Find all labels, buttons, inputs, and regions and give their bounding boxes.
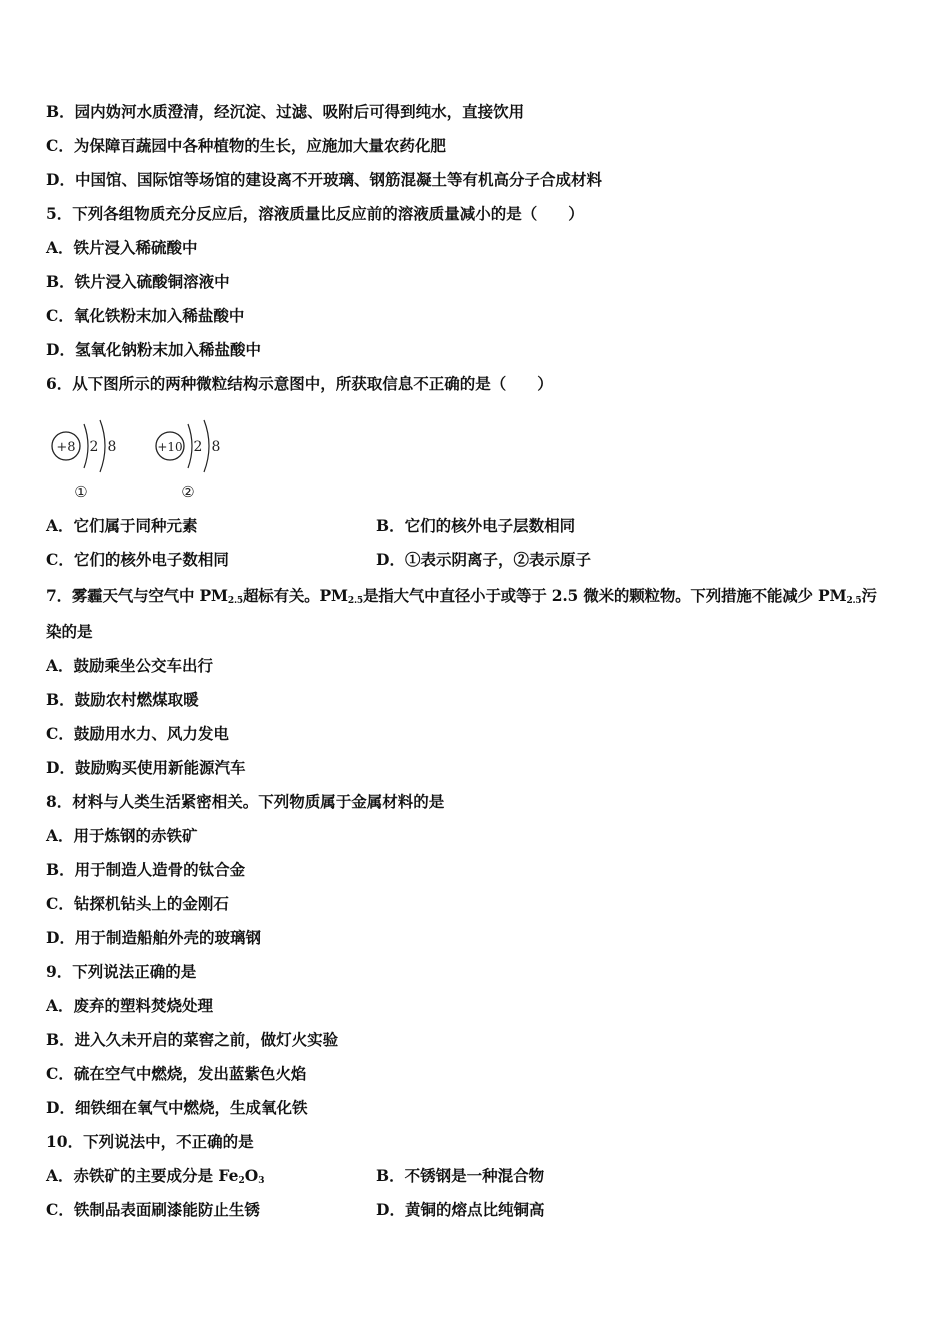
particle-2-shell-1-electrons: 2: [193, 439, 203, 455]
question-7-stem-line-1: [46, 586, 877, 606]
question-7-stem-part-4: 污: [861, 586, 877, 605]
pm-subscript: 2.5: [347, 596, 363, 606]
question-10-option-d: D．黄铜的熔点比纯铜高: [376, 1200, 545, 1219]
question-10-option-b: B．不锈钢是一种混合物: [376, 1166, 545, 1185]
particle-2-shell-1-arc: [188, 424, 192, 468]
particle-2-nucleus-charge: +10: [157, 440, 183, 454]
question-10-stem: 10．下列说法中，不正确的是: [46, 1132, 254, 1151]
question-9-option-a: A．废弃的塑料焚烧处理: [46, 996, 214, 1015]
question-7-option-d: D．鼓励购买使用新能源汽车: [46, 758, 246, 777]
question-5-option-c: C．氧化铁粉末加入稀盐酸中: [46, 306, 245, 325]
particle-2-shell-2-arc: [204, 420, 209, 472]
question-6-stem: 6．从下图所示的两种微粒结构示意图中，所获取信息不正确的是（ ）: [46, 374, 553, 393]
question-5-option-d: D．氢氧化钠粉末加入稀盐酸中: [46, 340, 261, 359]
prev-question-option-b: B．园内妫河水质澄清，经沉淀、过滤、吸附后可得到纯水，直接饮用: [46, 102, 525, 121]
question-7-stem-part-1: 7．雾霾天气与空气中 PM: [46, 586, 228, 605]
question-7-stem-part-3: 是指大气中直径小于或等于 2.5 微米的颗粒物。下列措施不能减少 PM: [362, 586, 847, 605]
pm-subscript: 2.5: [227, 596, 243, 606]
question-9-option-c: C．硫在空气中燃烧，发出蓝紫色火焰: [46, 1064, 307, 1083]
question-10-option-a: [46, 1166, 265, 1186]
formula-subscript: 2: [238, 1176, 245, 1186]
particle-1-shell-1-electrons: 2: [89, 439, 99, 455]
question-9-option-d: D．细铁细在氧气中燃烧，生成氧化铁: [46, 1098, 308, 1117]
question-10-option-c: C．铁制品表面刷漆能防止生锈: [46, 1200, 260, 1219]
prev-question-option-d: D．中国馆、国际馆等场馆的建设离不开玻璃、钢筋混凝土等有机高分子合成材料: [46, 170, 602, 189]
question-8-option-a: A．用于炼钢的赤铁矿: [46, 826, 198, 845]
particle-1-shell-2-arc: [100, 420, 105, 472]
question-8-option-c: C．钻探机钻头上的金刚石: [46, 894, 229, 913]
question-10-option-a-text: A．赤铁矿的主要成分是 Fe: [46, 1166, 239, 1185]
question-9-stem: 9．下列说法正确的是: [46, 962, 197, 981]
particle-structure-diagram: [48, 418, 238, 504]
question-9-option-b: B．进入久未开启的菜窖之前，做灯火实验: [46, 1030, 339, 1049]
question-5-option-a: A．铁片浸入稀硫酸中: [46, 238, 198, 257]
particle-2-shell-2-electrons: 8: [211, 439, 221, 455]
question-7-stem-part-2: 超标有关。PM: [242, 586, 348, 605]
particle-1-shell-1-arc: [84, 424, 88, 468]
question-8-option-d: D．用于制造船舶外壳的玻璃钢: [46, 928, 261, 947]
particle-2-label: ②: [181, 483, 195, 501]
particle-1-label: ①: [74, 483, 88, 501]
question-7-option-a: A．鼓励乘坐公交车出行: [46, 656, 214, 675]
prev-question-option-c: C．为保障百蔬园中各种植物的生长，应施加大量农药化肥: [46, 136, 446, 155]
question-6-option-d: D．①表示阴离子，②表示原子: [376, 550, 591, 569]
question-7-stem-line-2: 染的是: [46, 622, 93, 641]
question-5-stem: 5．下列各组物质充分反应后，溶液质量比反应前的溶液质量减小的是（ ）: [46, 204, 584, 223]
question-7-option-b: B．鼓励农村燃煤取暖: [46, 690, 199, 709]
formula-element-o: O: [244, 1166, 259, 1185]
pm-subscript: 2.5: [846, 596, 862, 606]
question-6-option-c: C．它们的核外电子数相同: [46, 550, 229, 569]
particle-1-shell-2-electrons: 8: [107, 439, 117, 455]
question-5-option-b: B．铁片浸入硫酸铜溶液中: [46, 272, 230, 291]
particle-1-nucleus-charge: +8: [56, 440, 76, 455]
question-8-stem: 8．材料与人类生活紧密相关。下列物质属于金属材料的是: [46, 792, 445, 811]
question-7-option-c: C．鼓励用水力、风力发电: [46, 724, 229, 743]
formula-subscript: 3: [258, 1176, 265, 1186]
question-6-option-b: B．它们的核外电子层数相同: [376, 516, 576, 535]
question-8-option-b: B．用于制造人造骨的钛合金: [46, 860, 246, 879]
question-6-option-a: A．它们属于同种元素: [46, 516, 198, 535]
